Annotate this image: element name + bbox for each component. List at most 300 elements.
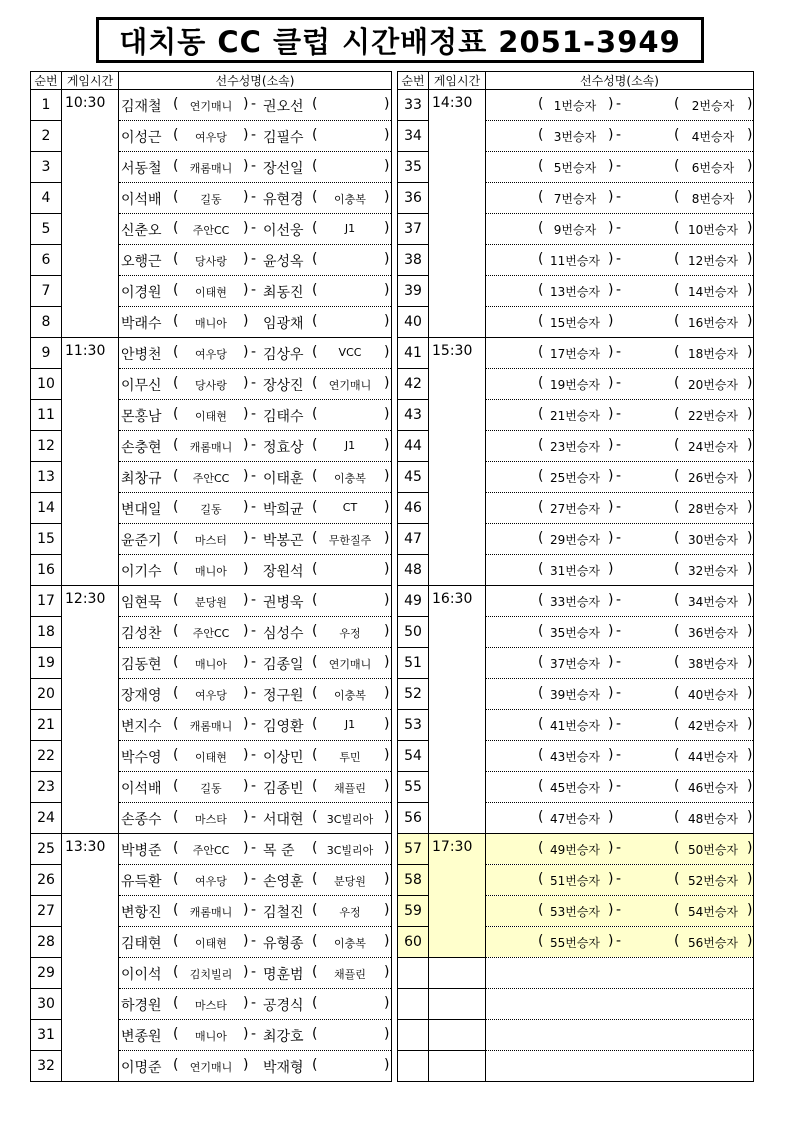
player-1-affiliation: 김치빌리 bbox=[189, 968, 233, 981]
separator: - bbox=[616, 344, 622, 360]
header-names: 선수성명(소속) bbox=[486, 72, 754, 90]
open-paren-2: ( bbox=[674, 96, 680, 112]
player-1-affiliation: 주안CC bbox=[192, 627, 230, 640]
open-paren-1: ( bbox=[173, 995, 179, 1011]
row-number: 33 bbox=[398, 90, 429, 121]
open-paren-1: ( bbox=[538, 747, 544, 763]
separator: - bbox=[616, 499, 622, 515]
player-1-affiliation: 여우당 bbox=[195, 348, 227, 361]
page-title: 대치동 CC 클럽 시간배정표 2051-3949 bbox=[119, 24, 681, 59]
separator: - bbox=[251, 530, 257, 546]
open-paren-2: ( bbox=[674, 623, 680, 639]
player-1-name: 변대일 bbox=[121, 502, 162, 518]
separator: - bbox=[616, 654, 622, 670]
close-paren-1: ) bbox=[243, 1057, 249, 1073]
player-pair bbox=[119, 493, 392, 524]
table-row bbox=[31, 1051, 392, 1082]
row-number: 28 bbox=[31, 927, 62, 958]
close-paren-2: ) bbox=[384, 1026, 390, 1042]
schedule-table-left bbox=[30, 71, 392, 1082]
separator: - bbox=[616, 716, 622, 732]
player-pair bbox=[119, 1020, 392, 1051]
row-number: 38 bbox=[398, 245, 429, 276]
open-paren-1: ( bbox=[173, 437, 179, 453]
winner-pair bbox=[486, 989, 754, 1020]
player-2-name: 권오선 bbox=[263, 99, 304, 115]
close-paren-2: ) bbox=[747, 127, 753, 143]
close-paren-1: ) bbox=[608, 189, 614, 205]
close-paren-1: ) bbox=[243, 809, 249, 825]
close-paren-1: ) bbox=[243, 406, 249, 422]
row-number: 8 bbox=[31, 307, 62, 338]
open-paren-1: ( bbox=[538, 685, 544, 701]
close-paren-2: ) bbox=[384, 747, 390, 763]
game-time bbox=[62, 741, 119, 772]
player-2-affiliation: 이충복 bbox=[334, 937, 366, 950]
separator: - bbox=[616, 933, 622, 949]
row-number bbox=[398, 1051, 429, 1082]
separator: - bbox=[251, 437, 257, 453]
table-row bbox=[31, 896, 392, 927]
game-time bbox=[429, 741, 486, 772]
open-paren-1: ( bbox=[173, 313, 179, 329]
header-names: 선수성명(소속) bbox=[119, 72, 392, 90]
row-number: 41 bbox=[398, 338, 429, 369]
open-paren-2: ( bbox=[674, 468, 680, 484]
game-time bbox=[62, 710, 119, 741]
open-paren-1: ( bbox=[173, 964, 179, 980]
player-2-affiliation: CT bbox=[342, 501, 358, 514]
player-1-affiliation: 주안CC bbox=[192, 472, 230, 485]
separator: - bbox=[251, 933, 257, 949]
winner-2: 52번승자 bbox=[687, 874, 739, 888]
open-paren-1: ( bbox=[173, 220, 179, 236]
close-paren-2: ) bbox=[747, 158, 753, 174]
player-2-affiliation: 우정 bbox=[339, 906, 361, 919]
row-number: 17 bbox=[31, 586, 62, 617]
game-time bbox=[62, 462, 119, 493]
separator: - bbox=[251, 964, 257, 980]
open-paren-2: ( bbox=[312, 189, 318, 205]
winner-pair bbox=[486, 152, 754, 183]
table-row bbox=[31, 524, 392, 555]
close-paren-2: ) bbox=[384, 127, 390, 143]
row-number: 36 bbox=[398, 183, 429, 214]
player-1-name: 박래수 bbox=[121, 316, 162, 332]
open-paren-1: ( bbox=[538, 933, 544, 949]
close-paren-1: ) bbox=[608, 933, 614, 949]
table-row bbox=[31, 400, 392, 431]
player-pair bbox=[119, 555, 392, 586]
winner-1: 49번승자 bbox=[549, 843, 601, 857]
game-time bbox=[429, 803, 486, 834]
winner-1: 45번승자 bbox=[549, 781, 601, 795]
separator: - bbox=[251, 127, 257, 143]
separator: - bbox=[251, 251, 257, 267]
winner-pair bbox=[486, 121, 754, 152]
player-pair bbox=[119, 90, 392, 121]
open-paren-1: ( bbox=[538, 282, 544, 298]
winner-pair bbox=[486, 1051, 754, 1082]
table-row bbox=[398, 989, 754, 1020]
open-paren-1: ( bbox=[538, 313, 544, 329]
player-2-name: 권병욱 bbox=[263, 595, 304, 611]
winner-2: 24번승자 bbox=[687, 440, 739, 454]
open-paren-2: ( bbox=[674, 654, 680, 670]
row-number: 45 bbox=[398, 462, 429, 493]
player-1-affiliation: 당사랑 bbox=[195, 379, 227, 392]
open-paren-1: ( bbox=[173, 189, 179, 205]
player-pair bbox=[119, 803, 392, 834]
player-2-name: 김태수 bbox=[263, 409, 304, 425]
game-time bbox=[429, 369, 486, 400]
close-paren-1: ) bbox=[243, 995, 249, 1011]
winner-1: 39번승자 bbox=[549, 688, 601, 702]
table-row bbox=[31, 834, 392, 865]
row-number: 23 bbox=[31, 772, 62, 803]
header-num: 순번 bbox=[31, 72, 62, 90]
open-paren-2: ( bbox=[674, 406, 680, 422]
winner-pair bbox=[486, 400, 754, 431]
close-paren-2: ) bbox=[384, 809, 390, 825]
player-2-name: 김상우 bbox=[263, 347, 304, 363]
row-number: 10 bbox=[31, 369, 62, 400]
open-paren-1: ( bbox=[173, 809, 179, 825]
player-2-name: 장선일 bbox=[263, 161, 304, 177]
player-pair bbox=[119, 462, 392, 493]
close-paren-1: ) bbox=[243, 840, 249, 856]
player-1-affiliation: 주안CC bbox=[192, 844, 230, 857]
close-paren-1: ) bbox=[608, 561, 614, 577]
player-1-affiliation: 마스타 bbox=[195, 813, 227, 826]
open-paren-2: ( bbox=[312, 437, 318, 453]
row-number: 7 bbox=[31, 276, 62, 307]
close-paren-2: ) bbox=[747, 282, 753, 298]
table-row bbox=[398, 927, 754, 958]
open-paren-2: ( bbox=[674, 375, 680, 391]
game-time bbox=[429, 431, 486, 462]
player-1-name: 서동철 bbox=[121, 161, 162, 177]
game-time bbox=[62, 1051, 119, 1082]
player-pair bbox=[119, 617, 392, 648]
player-1-affiliation: 캐롬매니 bbox=[189, 906, 233, 919]
player-1-affiliation: 캐롬매니 bbox=[189, 720, 233, 733]
player-2-name: 유현경 bbox=[263, 192, 304, 208]
winner-pair bbox=[486, 431, 754, 462]
close-paren-1: ) bbox=[243, 127, 249, 143]
open-paren-2: ( bbox=[674, 530, 680, 546]
row-number: 56 bbox=[398, 803, 429, 834]
game-time bbox=[429, 276, 486, 307]
table-row bbox=[398, 214, 754, 245]
separator: - bbox=[616, 220, 622, 236]
player-1-affiliation: 길동 bbox=[200, 503, 222, 516]
close-paren-2: ) bbox=[747, 313, 753, 329]
winner-1: 25번승자 bbox=[549, 471, 601, 485]
winner-pair bbox=[486, 1020, 754, 1051]
player-1-name: 이명준 bbox=[121, 1060, 162, 1076]
close-paren-2: ) bbox=[747, 685, 753, 701]
table-row bbox=[398, 245, 754, 276]
player-2-name: 장상진 bbox=[263, 378, 304, 394]
table-row bbox=[398, 896, 754, 927]
close-paren-1: ) bbox=[608, 220, 614, 236]
table-row bbox=[31, 152, 392, 183]
player-pair bbox=[119, 586, 392, 617]
close-paren-2: ) bbox=[384, 902, 390, 918]
game-time bbox=[62, 865, 119, 896]
player-2-name: 김종빈 bbox=[263, 781, 304, 797]
separator: - bbox=[251, 375, 257, 391]
row-number: 51 bbox=[398, 648, 429, 679]
row-number: 21 bbox=[31, 710, 62, 741]
game-time: 16:30 bbox=[429, 586, 486, 617]
winner-2: 12번승자 bbox=[687, 254, 739, 268]
separator: - bbox=[616, 747, 622, 763]
table-row bbox=[31, 586, 392, 617]
close-paren-2: ) bbox=[747, 592, 753, 608]
player-2-affiliation: J1 bbox=[344, 222, 356, 235]
close-paren-2: ) bbox=[747, 251, 753, 267]
game-time bbox=[62, 245, 119, 276]
game-time bbox=[62, 152, 119, 183]
close-paren-2: ) bbox=[747, 220, 753, 236]
open-paren-2: ( bbox=[312, 592, 318, 608]
game-time bbox=[429, 772, 486, 803]
close-paren-1: ) bbox=[608, 809, 614, 825]
table-row bbox=[398, 183, 754, 214]
open-paren-2: ( bbox=[312, 623, 318, 639]
open-paren-1: ( bbox=[538, 220, 544, 236]
schedule-table-right bbox=[397, 71, 754, 1082]
player-pair bbox=[119, 307, 392, 338]
player-2-affiliation: 채플린 bbox=[334, 968, 366, 981]
player-2-affiliation: 이충복 bbox=[334, 689, 366, 702]
table-row bbox=[31, 710, 392, 741]
close-paren-2: ) bbox=[384, 778, 390, 794]
row-number: 25 bbox=[31, 834, 62, 865]
open-paren-2: ( bbox=[674, 189, 680, 205]
header-time: 게임시간 bbox=[62, 72, 119, 90]
game-time bbox=[429, 927, 486, 958]
close-paren-2: ) bbox=[384, 530, 390, 546]
open-paren-2: ( bbox=[312, 158, 318, 174]
player-1-name: 이성근 bbox=[121, 130, 162, 146]
separator: - bbox=[251, 871, 257, 887]
close-paren-1: ) bbox=[608, 654, 614, 670]
game-time bbox=[429, 524, 486, 555]
table-row bbox=[398, 462, 754, 493]
open-paren-2: ( bbox=[674, 778, 680, 794]
player-2-name: 유형종 bbox=[263, 936, 304, 952]
winner-2: 36번승자 bbox=[687, 626, 739, 640]
table-row bbox=[398, 617, 754, 648]
winner-pair bbox=[486, 679, 754, 710]
game-time: 10:30 bbox=[62, 90, 119, 121]
open-paren-2: ( bbox=[312, 1026, 318, 1042]
close-paren-2: ) bbox=[384, 592, 390, 608]
player-1-name: 최창규 bbox=[121, 471, 162, 487]
winner-1: 31번승자 bbox=[549, 564, 601, 578]
player-2-name: 윤성옥 bbox=[263, 254, 304, 270]
separator: - bbox=[251, 685, 257, 701]
open-paren-1: ( bbox=[538, 468, 544, 484]
player-2-affiliation: 투민 bbox=[339, 751, 361, 764]
winner-1: 1번승자 bbox=[553, 99, 597, 113]
winner-2: 38번승자 bbox=[687, 657, 739, 671]
player-pair bbox=[119, 958, 392, 989]
close-paren-1: ) bbox=[243, 251, 249, 267]
game-time bbox=[62, 927, 119, 958]
separator: - bbox=[616, 127, 622, 143]
close-paren-1: ) bbox=[608, 592, 614, 608]
player-pair bbox=[119, 1051, 392, 1082]
player-1-name: 이석배 bbox=[121, 192, 162, 208]
open-paren-1: ( bbox=[173, 530, 179, 546]
open-paren-1: ( bbox=[173, 933, 179, 949]
close-paren-1: ) bbox=[608, 871, 614, 887]
player-1-affiliation: 매니아 bbox=[195, 1030, 227, 1043]
winner-1: 19번승자 bbox=[549, 378, 601, 392]
game-time bbox=[429, 555, 486, 586]
row-number: 57 bbox=[398, 834, 429, 865]
player-pair bbox=[119, 276, 392, 307]
player-2-affiliation: 연기매니 bbox=[328, 379, 372, 392]
open-paren-2: ( bbox=[312, 933, 318, 949]
game-time bbox=[62, 555, 119, 586]
close-paren-1: ) bbox=[243, 468, 249, 484]
winner-pair bbox=[486, 865, 754, 896]
player-2-name: 최강호 bbox=[263, 1029, 304, 1045]
winner-1: 47번승자 bbox=[549, 812, 601, 826]
open-paren-1: ( bbox=[538, 840, 544, 856]
open-paren-1: ( bbox=[173, 840, 179, 856]
close-paren-1: ) bbox=[243, 96, 249, 112]
row-number: 22 bbox=[31, 741, 62, 772]
close-paren-1: ) bbox=[608, 902, 614, 918]
close-paren-2: ) bbox=[384, 933, 390, 949]
close-paren-1: ) bbox=[243, 282, 249, 298]
winner-pair bbox=[486, 307, 754, 338]
table-row bbox=[398, 741, 754, 772]
separator: - bbox=[251, 344, 257, 360]
open-paren-1: ( bbox=[538, 96, 544, 112]
player-pair bbox=[119, 245, 392, 276]
winner-pair bbox=[486, 493, 754, 524]
player-1-affiliation: 길동 bbox=[200, 193, 222, 206]
player-2-name: 이태훈 bbox=[263, 471, 304, 487]
open-paren-1: ( bbox=[173, 158, 179, 174]
open-paren-1: ( bbox=[538, 592, 544, 608]
game-time bbox=[62, 772, 119, 803]
game-time bbox=[62, 648, 119, 679]
table-row bbox=[398, 648, 754, 679]
row-number: 30 bbox=[31, 989, 62, 1020]
close-paren-1: ) bbox=[243, 561, 249, 577]
player-1-affiliation: 마스타 bbox=[195, 999, 227, 1012]
table-row bbox=[31, 989, 392, 1020]
game-time bbox=[429, 462, 486, 493]
open-paren-2: ( bbox=[312, 871, 318, 887]
row-number: 37 bbox=[398, 214, 429, 245]
separator: - bbox=[251, 468, 257, 484]
table-row bbox=[398, 772, 754, 803]
close-paren-1: ) bbox=[243, 747, 249, 763]
player-1-affiliation: 여우당 bbox=[195, 689, 227, 702]
close-paren-2: ) bbox=[384, 406, 390, 422]
winner-1: 11번승자 bbox=[549, 254, 601, 268]
open-paren-1: ( bbox=[538, 437, 544, 453]
separator: - bbox=[616, 437, 622, 453]
winner-pair bbox=[486, 772, 754, 803]
separator: - bbox=[251, 809, 257, 825]
player-2-name: 정구원 bbox=[263, 688, 304, 704]
open-paren-1: ( bbox=[173, 251, 179, 267]
player-1-name: 박병준 bbox=[121, 843, 162, 859]
winner-pair bbox=[486, 803, 754, 834]
row-number: 58 bbox=[398, 865, 429, 896]
open-paren-2: ( bbox=[312, 530, 318, 546]
player-2-name: 장원석 bbox=[263, 564, 304, 580]
separator: - bbox=[251, 840, 257, 856]
open-paren-2: ( bbox=[312, 840, 318, 856]
row-number: 39 bbox=[398, 276, 429, 307]
close-paren-1: ) bbox=[608, 158, 614, 174]
winner-pair bbox=[486, 214, 754, 245]
close-paren-1: ) bbox=[243, 654, 249, 670]
winner-2: 56번승자 bbox=[687, 936, 739, 950]
player-2-name: 심성수 bbox=[263, 626, 304, 642]
table-row bbox=[398, 679, 754, 710]
close-paren-1: ) bbox=[608, 96, 614, 112]
player-1-name: 김재철 bbox=[121, 99, 162, 115]
row-number: 31 bbox=[31, 1020, 62, 1051]
open-paren-2: ( bbox=[312, 902, 318, 918]
row-number: 12 bbox=[31, 431, 62, 462]
open-paren-2: ( bbox=[312, 220, 318, 236]
table-row bbox=[398, 524, 754, 555]
winner-pair bbox=[486, 555, 754, 586]
row-number: 27 bbox=[31, 896, 62, 927]
table-row bbox=[398, 369, 754, 400]
game-time bbox=[429, 958, 486, 989]
open-paren-1: ( bbox=[173, 871, 179, 887]
open-paren-1: ( bbox=[173, 592, 179, 608]
close-paren-1: ) bbox=[608, 468, 614, 484]
open-paren-1: ( bbox=[538, 716, 544, 732]
player-pair bbox=[119, 152, 392, 183]
player-2-name: 정효상 bbox=[263, 440, 304, 456]
player-2-name: 최동진 bbox=[263, 285, 304, 301]
close-paren-2: ) bbox=[384, 561, 390, 577]
separator: - bbox=[251, 96, 257, 112]
separator: - bbox=[616, 251, 622, 267]
open-paren-1: ( bbox=[538, 127, 544, 143]
row-number: 53 bbox=[398, 710, 429, 741]
separator: - bbox=[616, 685, 622, 701]
player-1-name: 변지수 bbox=[121, 719, 162, 735]
close-paren-2: ) bbox=[384, 840, 390, 856]
table-row bbox=[398, 1020, 754, 1051]
open-paren-1: ( bbox=[538, 375, 544, 391]
table-row bbox=[398, 431, 754, 462]
winner-2: 10번승자 bbox=[687, 223, 739, 237]
player-2-name: 임광채 bbox=[263, 316, 304, 332]
separator: - bbox=[616, 96, 622, 112]
open-paren-1: ( bbox=[173, 685, 179, 701]
separator: - bbox=[251, 158, 257, 174]
table-row bbox=[398, 958, 754, 989]
